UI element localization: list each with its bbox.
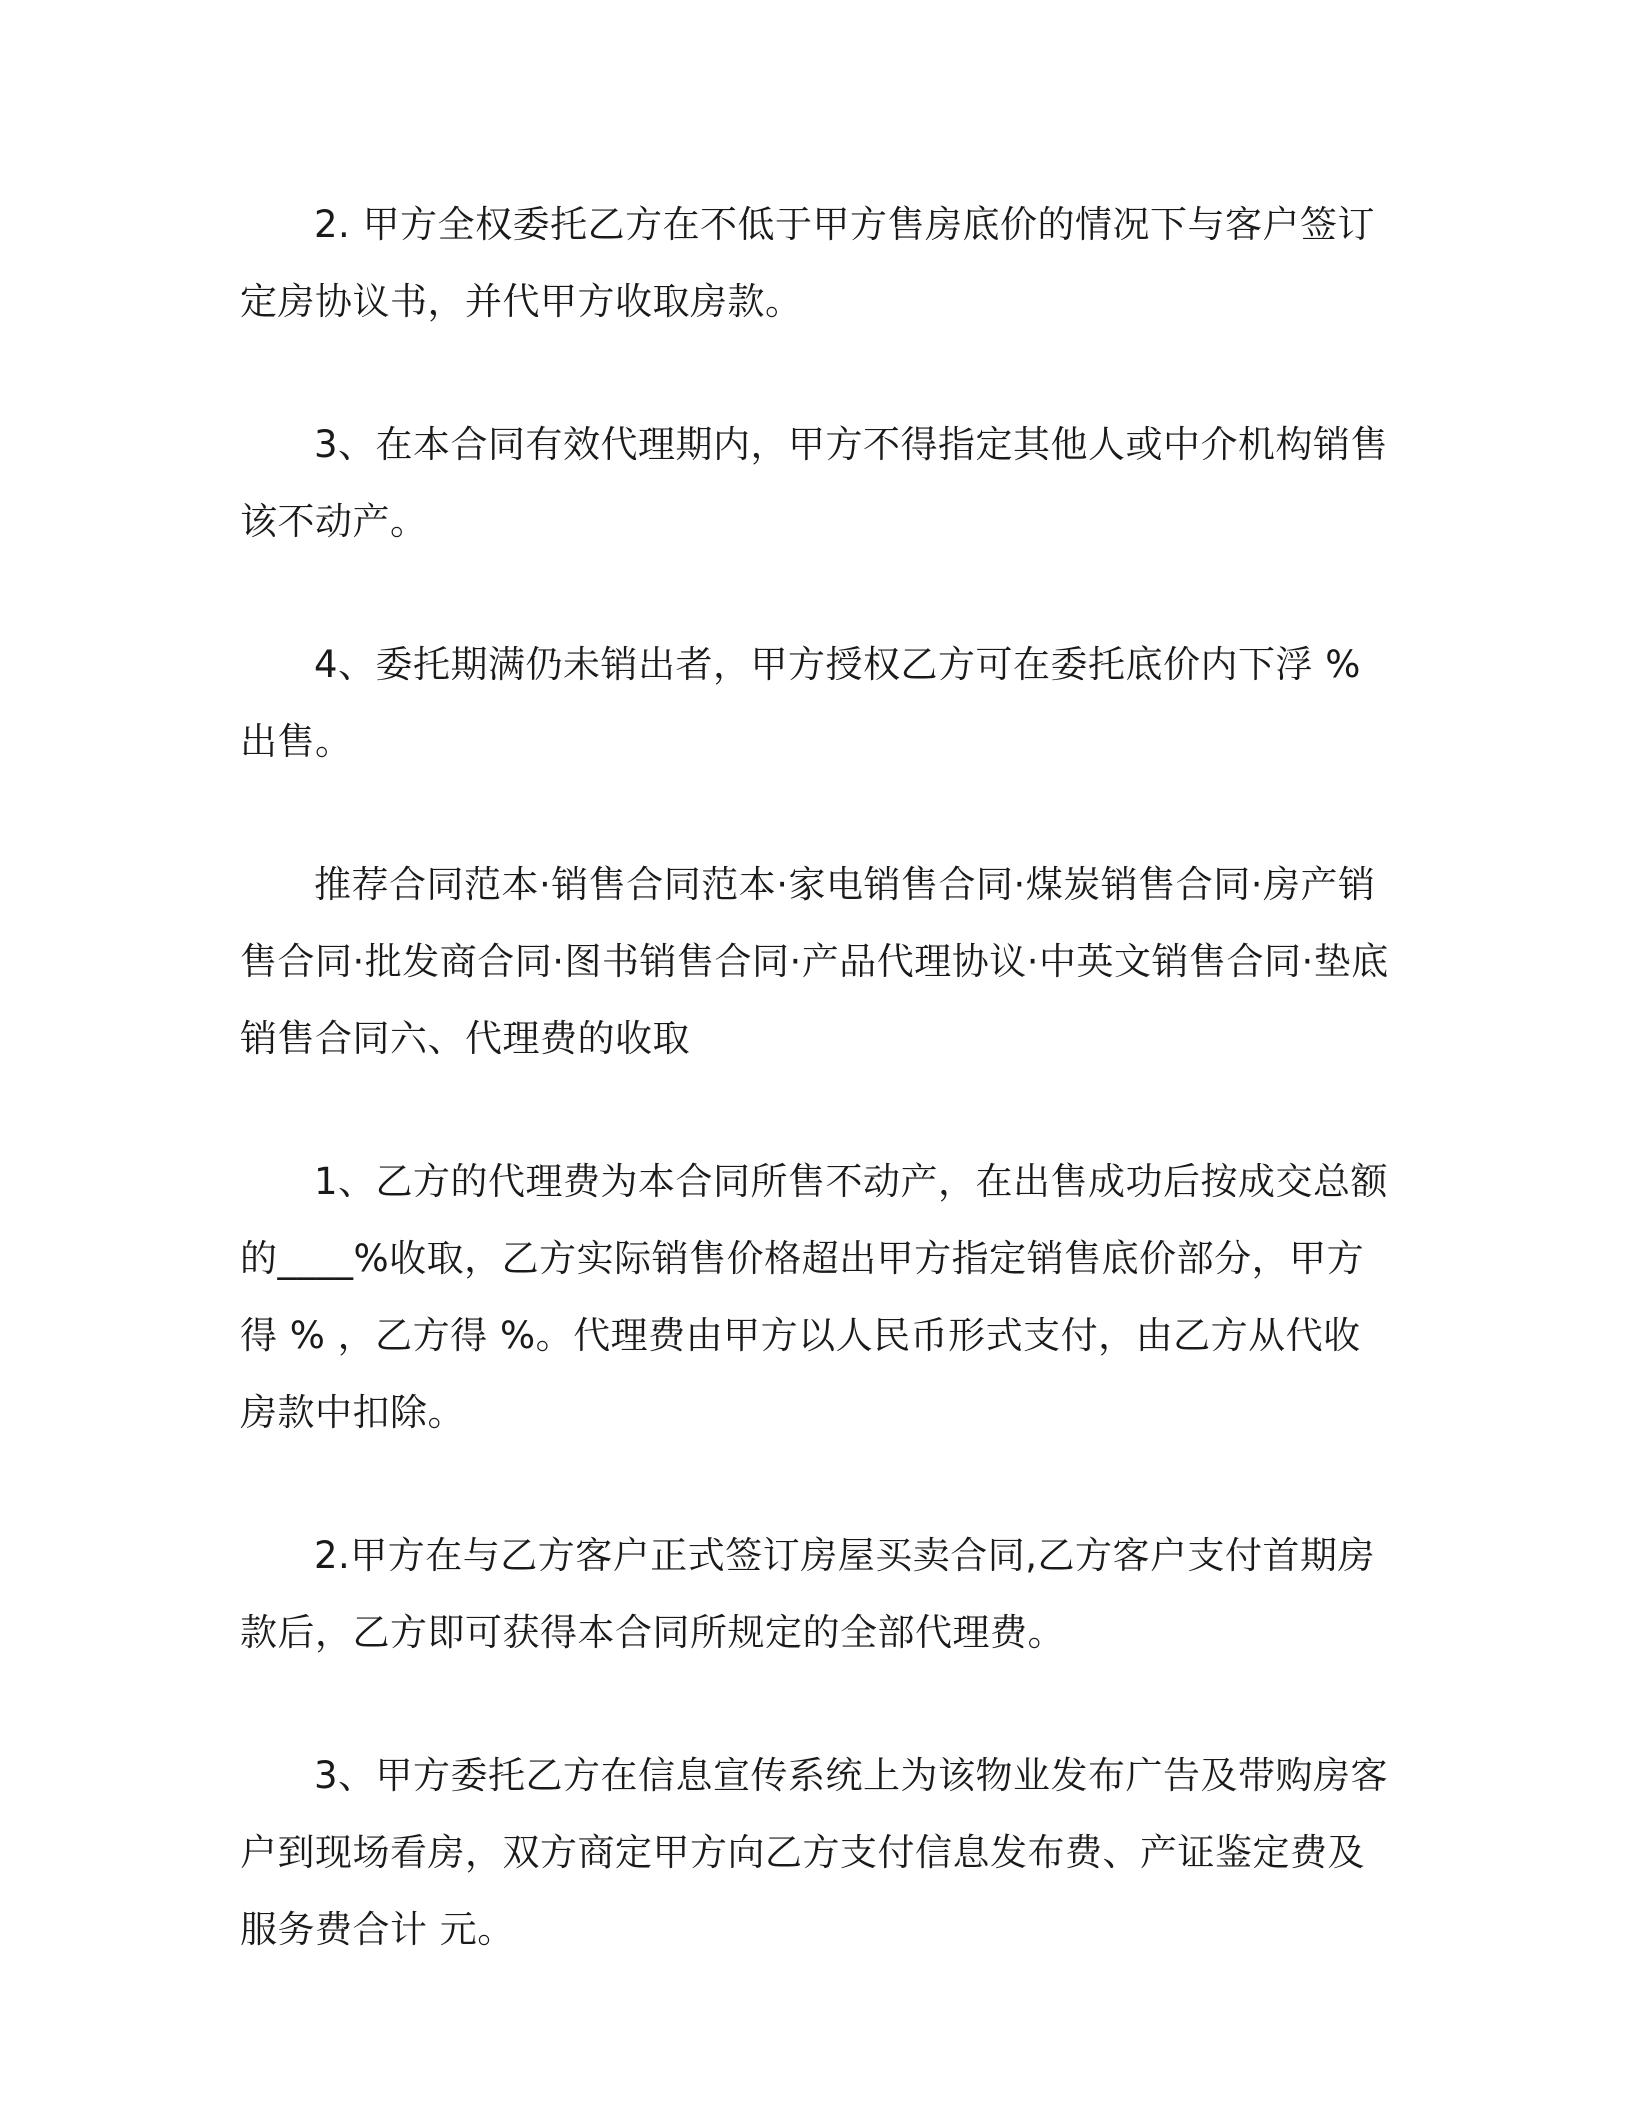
paragraph-fee-clause-2: 2.甲方在与乙方客户正式签订房屋买卖合同,乙方客户支付首期房款后，乙方即可获得本合同所规定的全部代理费。 bbox=[240, 1534, 1376, 1654]
paragraph-fee-clause-3: 3、甲方委托乙方在信息宣传系统上为该物业发布广告及带购房客户到现场看房，双方商定甲方向乙方支付信息发布费、产证鉴定费及服务费合计 元。 bbox=[240, 1754, 1389, 1951]
paragraph-clause-4-price-reduction: 4、委托期满仍未销出者，甲方授权乙方可在委托底价内下浮 %出售。 bbox=[240, 643, 1361, 763]
paragraph-clause-2-full-authorization: 2. 甲方全权委托乙方在不低于甲方售房底价的情况下与客户签订定房协议书，并代甲方收取房款。 bbox=[240, 203, 1376, 323]
paragraph-recommended-templates: 推荐合同范本·销售合同范本·家电销售合同·煤炭销售合同·房产销售合同·批发商合同·图书销售合同·产品代理协议·中英文销售合同·垫底销售合同六、代理费的收取 bbox=[240, 863, 1389, 1060]
paragraph-clause-3-exclusive-agency: 3、在本合同有效代理期内，甲方不得指定其他人或中介机构销售该不动产。 bbox=[240, 423, 1389, 543]
document-body bbox=[240, 186, 1392, 2034]
paragraph-fee-clause-1: 1、乙方的代理费为本合同所售不动产，在出售成功后按成交总额的____%收取，乙方实际销售价格超出甲方指定销售底价部分，甲方得 % ，乙方得 %。代理费由甲方以人民币形式支付，由乙方从代收房款中扣除。 bbox=[240, 1160, 1389, 1434]
